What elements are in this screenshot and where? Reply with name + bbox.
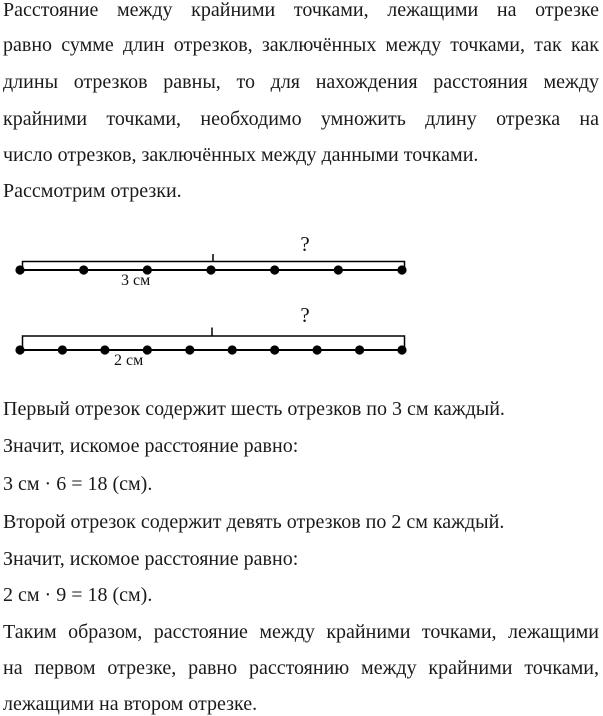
point-dot [100,345,109,354]
point-dot [185,345,194,354]
point-dot [313,345,322,354]
intro-line-5: число отрезков, заключённых между данными точками. [3,144,479,166]
intro-line-4: крайними точками, необходимо умножить длину отрезка на [3,108,599,130]
point-dot [334,265,343,274]
solution-equation-1: 3 см · 6 = 18 (см). [3,473,153,495]
point-dot [228,345,237,354]
point-dot [270,265,279,274]
point-dot [58,345,67,354]
segment-diagram-2 [0,300,603,372]
segment-diagram-1 [0,230,603,292]
conclusion-line-3: лежащими на втором отрезке. [3,693,258,715]
point-dot [397,345,406,354]
intro-line-2: равно сумме длин отрезков, заключённых между точками, так как [3,34,599,56]
solution-line-1: Первый отрезок содержит шесть отрезков по 3 см каждый. [3,398,505,420]
intro-line-3: длины отрезков равны, то для нахождения расстояния между [3,71,599,93]
point-dot [15,265,24,274]
question-mark: ? [300,303,310,327]
point-dot [79,265,88,274]
solution-equation-2: 2 см · 9 = 18 (см). [3,584,153,606]
point-dot [15,345,24,354]
segment-length-label: 3 см [121,272,151,289]
point-dot [270,345,279,354]
intro-line-1: Расстояние между крайними точками, лежащими на отрезке [3,0,599,21]
solution-line-3: Второй отрезок содержит девять отрезков по 2 см каждый. [3,511,505,533]
solution-line-2: Значит, искомое расстояние равно: [3,435,299,457]
span-bracket [23,336,405,347]
point-dot [397,265,406,274]
point-dot [143,345,152,354]
point-dot [206,265,215,274]
segment-length-label: 2 см [114,352,144,369]
conclusion-line-1: Таким образом, расстояние между крайними точками, лежащими [3,621,599,643]
question-mark: ? [300,232,310,256]
consider-line: Рассмотрим отрезки. [3,180,182,202]
solution-line-4: Значит, искомое расстояние равно: [3,548,299,570]
point-dot [355,345,364,354]
conclusion-line-2: на первом отрезке, равно расстоянию между крайними точками, [3,657,599,679]
